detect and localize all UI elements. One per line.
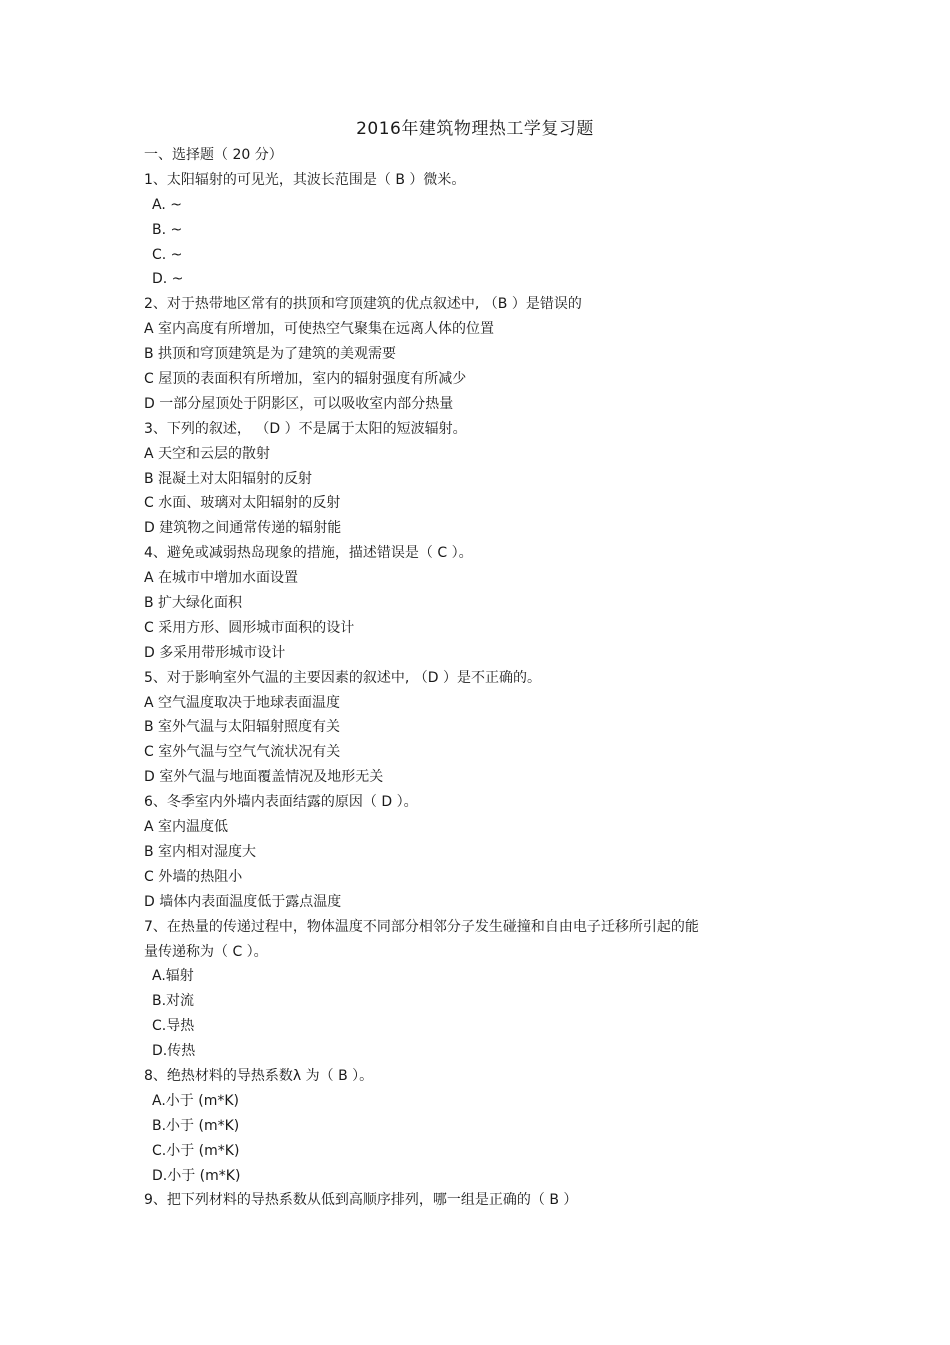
- answer-option: C 室外气温与空气气流状况有关: [144, 744, 341, 761]
- answer-option: B. ~: [152, 221, 183, 238]
- answer-option: D 建筑物之间通常传递的辐射能: [144, 520, 342, 537]
- answer-option: D 一部分屋顶处于阴影区，可以吸收室内部分热量: [144, 395, 454, 412]
- answer-option: C.导热: [152, 1018, 195, 1035]
- answer-option: C 外墙的热阻小: [144, 868, 243, 885]
- answer-option: C.小于 (m*K): [152, 1142, 240, 1159]
- answer-option: A 室内温度低: [144, 819, 229, 836]
- answer-option: A.小于 (m*K): [152, 1092, 239, 1109]
- answer-option: D. ~: [152, 271, 184, 288]
- answer-option: D.小于 (m*K): [152, 1167, 241, 1184]
- document-body: [144, 143, 764, 1213]
- answer-option: D 室外气温与地面覆盖情况及地形无关: [144, 769, 384, 786]
- question-text: 3、下列的叙述， （D ）不是属于太阳的短波辐射。: [144, 420, 467, 437]
- answer-option: B.小于 (m*K): [152, 1117, 240, 1134]
- answer-option: A. ~: [152, 196, 182, 213]
- answer-option: D.传热: [152, 1043, 196, 1060]
- answer-option: A.辐射: [152, 968, 194, 985]
- answer-option: A 在城市中增加水面设置: [144, 570, 299, 587]
- question-text: 9、把下列材料的导热系数从低到高顺序排列，哪一组是正确的（ B ）: [144, 1192, 578, 1209]
- answer-option: B 扩大绿化面积: [144, 595, 243, 612]
- question-text: 1、太阳辐射的可见光，其波长范围是（ B ）微米。: [144, 171, 466, 188]
- answer-option: B 室外气温与太阳辐射照度有关: [144, 719, 341, 736]
- document-title: 2016年建筑物理热工学复习题: [356, 119, 594, 139]
- question-text: 7、在热量的传递过程中，物体温度不同部分相邻分子发生碰撞和自由电子迁移所引起的能: [144, 918, 699, 935]
- answer-option: B.对流: [152, 993, 195, 1010]
- answer-option: D 多采用带形城市设计: [144, 644, 286, 661]
- answer-option: A 空气温度取决于地球表面温度: [144, 694, 341, 711]
- question-list: [144, 168, 764, 1213]
- answer-option: D 墙体内表面温度低于露点温度: [144, 893, 342, 910]
- section-heading: 一、选择题（ 20 分）: [144, 147, 283, 163]
- answer-option: C 屋顶的表面积有所增加，室内的辐射强度有所减少: [144, 371, 467, 388]
- question-text: 6、冬季室内外墙内表面结露的原因（ D ）。: [144, 794, 418, 811]
- answer-option: A 室内高度有所增加，可使热空气聚集在远离人体的位置: [144, 321, 495, 338]
- question-text: 2、对于热带地区常有的拱顶和穹顶建筑的优点叙述中, （B ）是错误的: [144, 296, 582, 313]
- answer-option: C. ~: [152, 246, 183, 263]
- answer-option: B 混凝土对太阳辐射的反射: [144, 470, 313, 487]
- answer-option: C 水面、玻璃对太阳辐射的反射: [144, 495, 341, 512]
- answer-option: B 拱顶和穹顶建筑是为了建筑的美观需要: [144, 346, 397, 363]
- answer-option: C 采用方形、圆形城市面积的设计: [144, 619, 355, 636]
- answer-option: B 室内相对湿度大: [144, 843, 257, 860]
- question-text: 8、绝热材料的导热系数λ 为（ B ）。: [144, 1067, 374, 1084]
- question-text: 5、对于影响室外气温的主要因素的叙述中, （D ）是不正确的。: [144, 669, 542, 686]
- question-text: 4、避免或减弱热岛现象的措施，描述错误是（ C ）。: [144, 545, 473, 562]
- answer-option: A 天空和云层的散射: [144, 445, 271, 462]
- answer-option: 量传递称为（ C ）。: [144, 943, 268, 960]
